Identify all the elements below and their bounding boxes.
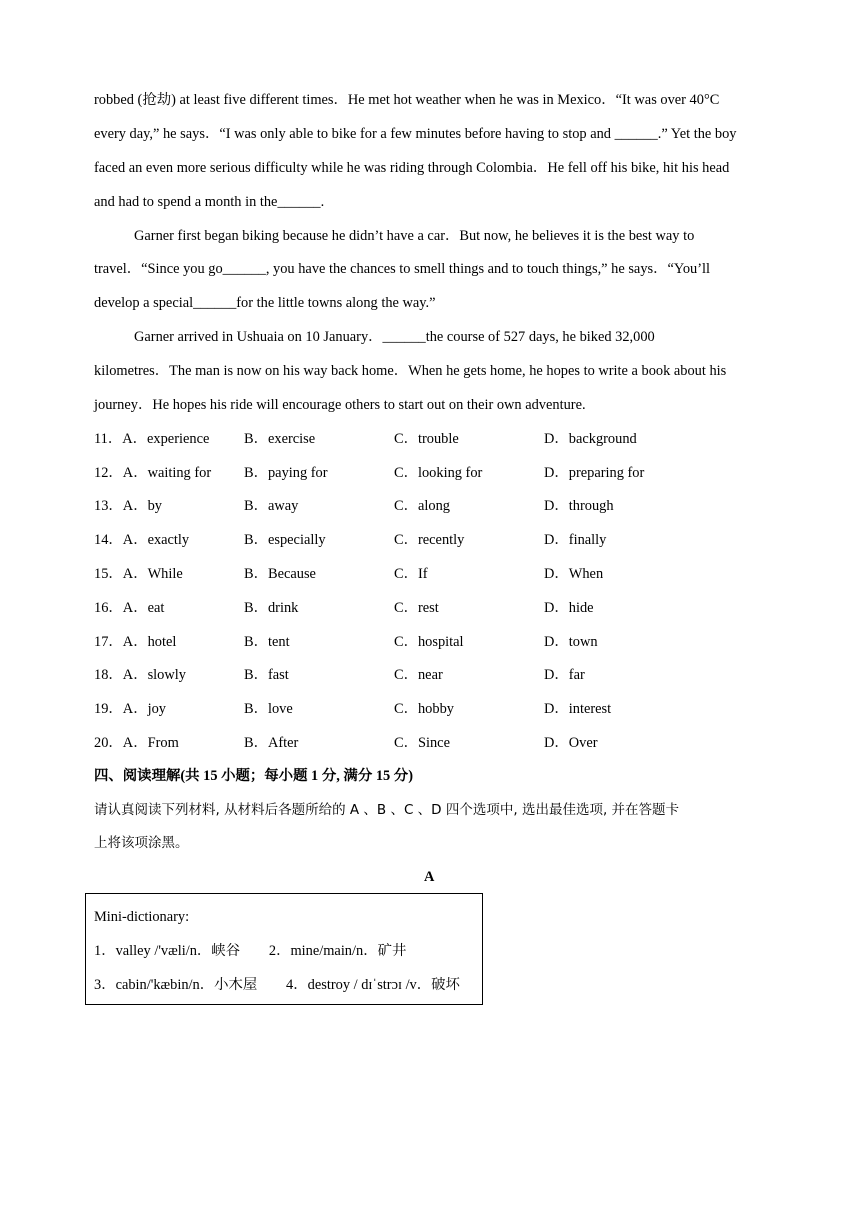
passage-line: journey．He hopes his ride will encourage others to start out on their own adventure. bbox=[94, 397, 586, 413]
question-row bbox=[94, 734, 794, 752]
question-option-d[interactable]: D．hide bbox=[544, 600, 594, 616]
question-row bbox=[94, 700, 794, 718]
question-option-b[interactable]: B．especially bbox=[244, 532, 326, 548]
question-option-d[interactable]: D．Over bbox=[544, 735, 598, 751]
question-row bbox=[94, 464, 794, 482]
question-number: 17． bbox=[94, 634, 123, 650]
passage-line: faced an even more serious difficulty while he was riding through Colombia．He fell off his bike, hit his head bbox=[94, 160, 730, 176]
question-row bbox=[94, 565, 794, 583]
question-option-d[interactable]: D．background bbox=[544, 431, 637, 447]
question-option-c[interactable]: C．recently bbox=[394, 532, 465, 548]
passage-line: Garner arrived in Ushuaia on 10 January．______the course of 527 days, he biked 32,000 bbox=[134, 329, 655, 345]
question-number: 19． bbox=[94, 701, 123, 717]
passage-line: travel．“Since you go______, you have the chances to smell things and to touch things,” he says．“You’ll bbox=[94, 261, 711, 277]
question-number: 11． bbox=[94, 431, 123, 447]
mini-dictionary-box bbox=[85, 893, 483, 1005]
question-option-d[interactable]: D．finally bbox=[544, 532, 607, 548]
question-option-d[interactable]: D．town bbox=[544, 634, 598, 650]
question-option-a[interactable]: 20．A．From bbox=[94, 735, 179, 751]
question-option-c[interactable]: C．If bbox=[394, 566, 428, 582]
question-option-d[interactable]: D．When bbox=[544, 566, 604, 582]
passage-line: and had to spend a month in the______. bbox=[94, 194, 325, 210]
question-option-b[interactable]: B．tent bbox=[244, 634, 290, 650]
question-option-a[interactable]: 14．A．exactly bbox=[94, 532, 190, 548]
question-number: 15． bbox=[94, 566, 123, 582]
question-option-b[interactable]: B．Because bbox=[244, 566, 316, 582]
question-option-c[interactable]: C．hobby bbox=[394, 701, 454, 717]
question-option-a[interactable]: 12．A．waiting for bbox=[94, 465, 212, 481]
passage-line: every day,” he says．“I was only able to bike for a few minutes before having to stop and ______.” Yet the boy bbox=[94, 126, 737, 142]
question-number: 20． bbox=[94, 735, 123, 751]
passage-line: Garner first began biking because he didn’t have a car．But now, he believes it is the best way to bbox=[134, 228, 695, 244]
question-row bbox=[94, 531, 794, 549]
question-number: 12． bbox=[94, 465, 123, 481]
question-option-a[interactable]: 19．A．joy bbox=[94, 701, 166, 717]
question-option-b[interactable]: B．After bbox=[244, 735, 299, 751]
question-row bbox=[94, 430, 794, 448]
question-row bbox=[94, 497, 794, 515]
question-option-c[interactable]: C．Since bbox=[394, 735, 450, 751]
question-option-c[interactable]: C．hospital bbox=[394, 634, 464, 650]
passage-line: develop a special______for the little towns along the way.” bbox=[94, 295, 436, 311]
dictionary-entry: 3．cabin/'kæbin/n．小木屋 4．destroy / dɪˈstrɔɪ /v．破坏 bbox=[94, 977, 460, 993]
section-instruction: 上将该项涂黑。 bbox=[94, 835, 189, 851]
question-row bbox=[94, 599, 794, 617]
question-option-b[interactable]: B．paying for bbox=[244, 465, 328, 481]
question-option-d[interactable]: D．preparing for bbox=[544, 465, 645, 481]
passage-line: robbed (抢劫) at least five different times．He met hot weather when he was in Mexico．“It was over 40°C bbox=[94, 92, 720, 108]
question-option-a[interactable]: 16．A．eat bbox=[94, 600, 165, 616]
question-option-b[interactable]: B．love bbox=[244, 701, 293, 717]
question-option-d[interactable]: D．interest bbox=[544, 701, 612, 717]
question-option-a[interactable]: 17．A．hotel bbox=[94, 634, 177, 650]
dictionary-entry: 1．valley /'væli/n．峡谷 2．mine/main/n．矿井 bbox=[94, 943, 407, 959]
part-label: A bbox=[424, 869, 435, 885]
question-number: 14． bbox=[94, 532, 123, 548]
question-number: 16． bbox=[94, 600, 123, 616]
question-option-c[interactable]: C．near bbox=[394, 667, 443, 683]
question-option-b[interactable]: B．fast bbox=[244, 667, 289, 683]
question-option-a[interactable]: 18．A．slowly bbox=[94, 667, 186, 683]
section-instruction: 请认真阅读下列材料, 从材料后各题所给的 A 、B 、C 、D 四个选项中, 选出最佳选项, 并在答题卡 bbox=[94, 802, 680, 818]
question-option-b[interactable]: B．exercise bbox=[244, 431, 316, 447]
question-option-a[interactable]: 15．A．While bbox=[94, 566, 183, 582]
question-option-a[interactable]: 13．A．by bbox=[94, 498, 162, 514]
dictionary-title: Mini-dictionary: bbox=[94, 909, 190, 925]
question-option-d[interactable]: D．far bbox=[544, 667, 585, 683]
passage-line: kilometres．The man is now on his way back home．When he gets home, he hopes to write a book about his bbox=[94, 363, 727, 379]
question-row bbox=[94, 666, 794, 684]
question-option-b[interactable]: B．away bbox=[244, 498, 299, 514]
question-number: 18． bbox=[94, 667, 123, 683]
question-option-d[interactable]: D．through bbox=[544, 498, 614, 514]
question-option-b[interactable]: B．drink bbox=[244, 600, 299, 616]
question-option-a[interactable]: 11．A．experience bbox=[94, 431, 210, 447]
question-option-c[interactable]: C．rest bbox=[394, 600, 439, 616]
section-title: 四、阅读理解(共 15 小题；每小题 1 分, 满分 15 分) bbox=[94, 768, 413, 784]
question-row bbox=[94, 633, 794, 651]
question-number: 13． bbox=[94, 498, 123, 514]
question-option-c[interactable]: C．looking for bbox=[394, 465, 483, 481]
question-option-c[interactable]: C．along bbox=[394, 498, 450, 514]
question-option-c[interactable]: C．trouble bbox=[394, 431, 459, 447]
